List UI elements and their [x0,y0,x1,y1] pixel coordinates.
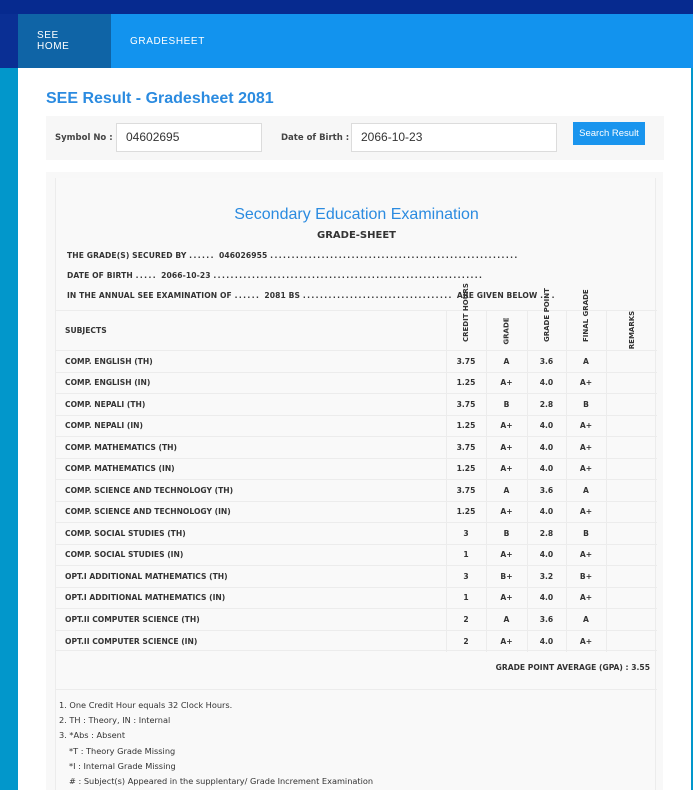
exam-line-suffix: ARE GIVEN BELOW . . . [456,291,555,300]
table-row [56,372,657,394]
remarks-cell [606,480,657,502]
grade-point-cell: 2.8 [527,523,566,545]
final-grade-cell: A+ [566,501,606,523]
credit-hours-cell: 1.25 [446,372,486,394]
grade-cell: A+ [486,437,527,459]
remarks-cell [606,566,657,588]
grade-point-cell: 2.8 [527,394,566,416]
grade-point-cell: 4.0 [527,372,566,394]
credit-hours-cell: 1 [446,544,486,566]
search-result-button[interactable]: Search Result [573,122,645,145]
gpa-row [56,650,657,690]
subject-cell: OPT.I ADDITIONAL MATHEMATICS (IN) [56,587,446,609]
final-grade-cell: A [566,480,606,502]
subject-cell: COMP. SCIENCE AND TECHNOLOGY (IN) [56,501,446,523]
subject-cell: COMP. NEPALI (TH) [56,394,446,416]
subject-cell: COMP. ENGLISH (IN) [56,372,446,394]
symbol-no-label: Symbol No : [55,133,113,143]
table-row [56,415,657,437]
remarks-cell [606,544,657,566]
gpa-label: GRADE POINT AVERAGE (GPA) : [495,663,629,672]
note-item: # : Subject(s) Appeared in the supplentary/ Grade Increment Examination [69,776,374,787]
subject-cell: OPT.I ADDITIONAL MATHEMATICS (TH) [56,566,446,588]
credit-hours-cell: 3.75 [446,437,486,459]
grade-point-cell: 4.0 [527,587,566,609]
remarks-cell [606,415,657,437]
remarks-cell [606,523,657,545]
grade-cell: B [486,394,527,416]
grade-point-cell: 3.6 [527,609,566,631]
note-item: *I : Internal Grade Missing [69,760,176,771]
secured-by-line: THE GRADE(S) SECURED BY ...... 046026955 .......................................................... [67,251,519,260]
grade-cell: A+ [486,458,527,480]
remarks-cell [606,394,657,416]
col-subjects: SUBJECTS [56,311,446,351]
final-grade-cell: B [566,394,606,416]
final-grade-cell: A+ [566,458,606,480]
grade-point-cell: 4.0 [527,437,566,459]
table-row [56,523,657,545]
table-row [56,480,657,502]
gradesheet-title: GRADE-SHEET [317,230,396,241]
subject-cell: OPT.II COMPUTER SCIENCE (IN) [56,630,446,652]
table-row [56,609,657,631]
main-content [18,68,691,790]
final-grade-cell: B+ [566,566,606,588]
grade-point-cell: 3.2 [527,566,566,588]
exam-title: Secondary Education Examination [234,206,479,223]
navbar [18,14,693,68]
grade-point-cell: 4.0 [527,544,566,566]
note-item: 1. One Credit Hour equals 32 Clock Hours. [59,700,233,710]
table-header-row [56,311,657,351]
table-row [56,544,657,566]
subject-cell: COMP. MATHEMATICS (IN) [56,458,446,480]
notes [59,698,373,789]
table-row [56,630,657,652]
grade-point-cell: 4.0 [527,630,566,652]
grade-cell: A+ [486,630,527,652]
grade-cell: A+ [486,587,527,609]
final-grade-cell: A+ [566,415,606,437]
grade-point-cell: 4.0 [527,458,566,480]
final-grade-cell: A+ [566,587,606,609]
subject-cell: COMP. NEPALI (IN) [56,415,446,437]
subject-cell: COMP. ENGLISH (TH) [56,351,446,373]
credit-hours-cell: 2 [446,630,486,652]
search-panel [46,116,664,160]
credit-hours-cell: 3 [446,523,486,545]
exam-line-label: IN THE ANNUAL SEE EXAMINATION OF [67,291,232,300]
exam-line-value: 2081 BS [264,291,301,300]
subject-cell: COMP. MATHEMATICS (TH) [56,437,446,459]
col-credit-hours: CREDIT HOURS [446,311,486,351]
final-grade-cell: A [566,351,606,373]
grade-point-cell: 3.6 [527,351,566,373]
table-row [56,501,657,523]
remarks-cell [606,351,657,373]
table-row [56,587,657,609]
grade-cell: B+ [486,566,527,588]
table-row [56,458,657,480]
grade-cell: A [486,351,527,373]
credit-hours-cell: 3 [446,566,486,588]
final-grade-cell: A+ [566,544,606,566]
note-item: 2. TH : Theory, IN : Internal [59,715,171,726]
gradesheet-panel [46,172,663,790]
dob-line-label: DATE OF BIRTH [67,271,133,280]
grade-cell: A+ [486,415,527,437]
final-grade-cell: A+ [566,437,606,459]
left-strip [0,68,18,790]
grade-point-cell: 3.6 [527,480,566,502]
grade-cell: A+ [486,372,527,394]
dob-line: DATE OF BIRTH ..... 2066-10-23 ............................................................... [67,271,484,280]
col-grade: GRADE [486,311,527,351]
note-item: 3. *Abs : Absent [59,730,126,741]
grade-point-cell: 4.0 [527,501,566,523]
final-grade-cell: B [566,523,606,545]
secured-by-label: THE GRADE(S) SECURED BY [67,251,187,260]
credit-hours-cell: 1.25 [446,501,486,523]
subject-cell: COMP. SOCIAL STUDIES (IN) [56,544,446,566]
remarks-cell [606,458,657,480]
grade-cell: A [486,609,527,631]
credit-hours-cell: 1.25 [446,415,486,437]
dob-line-value: 2066-10-23 [161,271,211,280]
credit-hours-cell: 3.75 [446,394,486,416]
grade-cell: B [486,523,527,545]
subject-cell: COMP. SOCIAL STUDIES (TH) [56,523,446,545]
page-title: SEE Result - Gradesheet 2081 [46,90,274,107]
credit-hours-cell: 1.25 [446,458,486,480]
subject-cell: COMP. SCIENCE AND TECHNOLOGY (TH) [56,480,446,502]
dob-input[interactable]: 2066-10-23 [351,123,557,152]
remarks-cell [606,609,657,631]
grade-point-cell: 4.0 [527,415,566,437]
credit-hours-cell: 2 [446,609,486,631]
exam-line: IN THE ANNUAL SEE EXAMINATION OF ...... 2081 BS ................................... ARE GIVEN BELOW . . . [67,291,555,300]
col-remarks: REMARKS [606,311,657,351]
nav-item-gradesheet[interactable]: GRADESHEET [130,35,205,47]
symbol-no-input[interactable]: 04602695 [116,123,262,152]
note-item: *T : Theory Grade Missing [69,745,176,756]
nav-item-see-home[interactable]: SEE HOME [18,14,111,68]
grade-cell: A+ [486,544,527,566]
table-row [56,394,657,416]
grade-cell: A+ [486,501,527,523]
col-final-grade: FINAL GRADE [566,311,606,351]
remarks-cell [606,587,657,609]
secured-by-value: 046026955 [218,251,268,260]
col-grade-point: GRADE POINT [527,311,566,351]
remarks-cell [606,372,657,394]
credit-hours-cell: 1 [446,587,486,609]
gradesheet [55,178,656,790]
table-row [56,437,657,459]
dob-label: Date of Birth : [281,133,350,143]
grade-cell: A [486,480,527,502]
remarks-cell [606,501,657,523]
final-grade-cell: A+ [566,630,606,652]
final-grade-cell: A [566,609,606,631]
top-band [0,0,693,14]
subject-cell: OPT.II COMPUTER SCIENCE (TH) [56,609,446,631]
table-row [56,566,657,588]
table-row [56,351,657,373]
remarks-cell [606,437,657,459]
credit-hours-cell: 3.75 [446,480,486,502]
credit-hours-cell: 3.75 [446,351,486,373]
gpa-value: 3.55 [631,663,650,672]
remarks-cell [606,630,657,652]
final-grade-cell: A+ [566,372,606,394]
